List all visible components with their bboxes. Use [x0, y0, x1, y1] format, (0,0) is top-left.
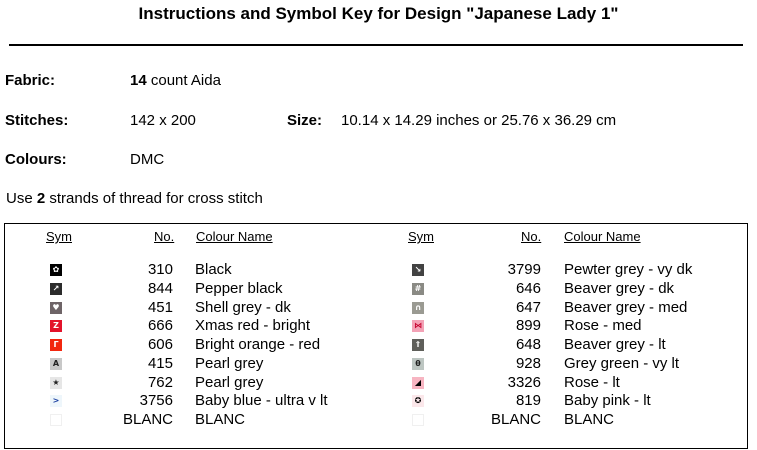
fabric-type: count Aida	[150, 72, 221, 89]
symbol-swatch: ★	[50, 377, 62, 389]
dmc-number: 3326	[507, 373, 541, 391]
dmc-number: 928	[515, 354, 541, 372]
dmc-number: 762	[147, 373, 173, 391]
left-no-header: No.	[154, 229, 175, 244]
dmc-number: 310	[147, 261, 173, 278]
symbol-swatch	[412, 414, 424, 426]
dmc-number: 451	[147, 298, 173, 316]
dmc-number: BLANC	[122, 411, 173, 428]
dmc-number: 666	[147, 317, 173, 335]
dmc-number: BLANC	[490, 411, 541, 428]
colour-row	[0, 317, 757, 335]
symbol-swatch: ⋈	[414, 321, 422, 331]
colour-name: Xmas red - bright	[195, 317, 311, 335]
dmc-number: 606	[147, 336, 173, 353]
colour-name: Pearl grey	[195, 373, 264, 391]
fabric-count: 14	[130, 72, 147, 89]
colours-label: Colours:	[5, 151, 67, 168]
symbol-swatch: #	[412, 283, 424, 295]
colour-name: Grey green - vy lt	[564, 354, 680, 372]
colour-name: Beaver grey - med	[564, 298, 688, 316]
dmc-number: 3799	[507, 261, 541, 278]
fabric-label: Fabric:	[5, 72, 56, 89]
colour-row	[0, 280, 757, 298]
right-colour-name-header: Colour Name	[564, 229, 641, 244]
colour-row	[0, 261, 757, 279]
dmc-number: 648	[515, 336, 541, 353]
colour-name: Pepper black	[195, 279, 283, 297]
stitches-label: Stitches:	[5, 112, 69, 129]
strands-instruction	[6, 190, 263, 207]
symbol-swatch: ◢	[412, 377, 424, 389]
colour-name: BLANC	[564, 411, 615, 428]
strands-prefix: Use	[6, 190, 33, 207]
colour-name: Pewter grey - vy dk	[564, 261, 693, 278]
symbol-swatch: ✪	[412, 395, 424, 407]
right-no-header: No.	[521, 229, 542, 244]
left-colour-name-header: Colour Name	[196, 229, 273, 244]
colours-value: DMC	[130, 151, 165, 168]
fabric-value	[130, 72, 221, 89]
colour-name: Rose - med	[564, 317, 642, 335]
colour-name: Baby pink - lt	[564, 392, 651, 410]
colour-name: Bright orange - red	[195, 336, 321, 353]
colour-name: Baby blue - ultra v lt	[195, 392, 328, 410]
colour-row	[0, 355, 757, 373]
symbol-swatch: Z	[50, 320, 62, 332]
dmc-number: 3756	[139, 392, 173, 410]
dmc-number: 415	[147, 354, 173, 372]
colour-name: Black	[195, 261, 232, 278]
symbol-swatch: ✿	[50, 264, 62, 276]
title-underline	[9, 44, 743, 46]
colour-row	[0, 299, 757, 317]
colour-row	[0, 411, 757, 429]
colour-row	[0, 392, 757, 410]
symbol-swatch: ↘	[412, 264, 424, 276]
colour-name: Shell grey - dk	[195, 298, 291, 316]
right-sym-header: Sym	[408, 229, 434, 244]
strands-suffix: strands of thread for cross stitch	[49, 190, 263, 207]
dmc-number: 899	[515, 317, 541, 335]
symbol-swatch: ∩	[412, 302, 424, 314]
colour-name: Rose - lt	[564, 373, 620, 391]
colour-row	[0, 336, 757, 354]
colour-name: BLANC	[195, 411, 246, 428]
dmc-number: 646	[515, 279, 541, 297]
dmc-number: 844	[147, 279, 173, 297]
symbol-swatch: ↗	[50, 283, 62, 295]
dmc-number: 647	[515, 298, 541, 316]
symbol-swatch: ♥	[50, 302, 62, 314]
dmc-number: 819	[515, 392, 541, 410]
stitches-value: 142 x 200	[130, 112, 196, 129]
symbol-swatch: A	[50, 358, 62, 370]
page-title: Instructions and Symbol Key for Design "Japanese Lady 1"	[138, 4, 619, 23]
left-sym-header: Sym	[46, 229, 72, 244]
symbol-swatch: θ	[412, 358, 424, 370]
colour-row	[0, 374, 757, 392]
size-label: Size:	[287, 112, 323, 129]
symbol-swatch: ⇑	[412, 339, 424, 351]
strands-count: 2	[36, 190, 46, 207]
colour-name: Beaver grey - lt	[564, 336, 666, 353]
symbol-swatch: Γ	[50, 339, 62, 351]
size-value: 10.14 x 14.29 inches or 25.76 x 36.29 cm	[341, 112, 617, 129]
colour-name: Pearl grey	[195, 354, 264, 372]
symbol-swatch: >	[50, 395, 62, 407]
colour-name: Beaver grey - dk	[564, 279, 675, 297]
